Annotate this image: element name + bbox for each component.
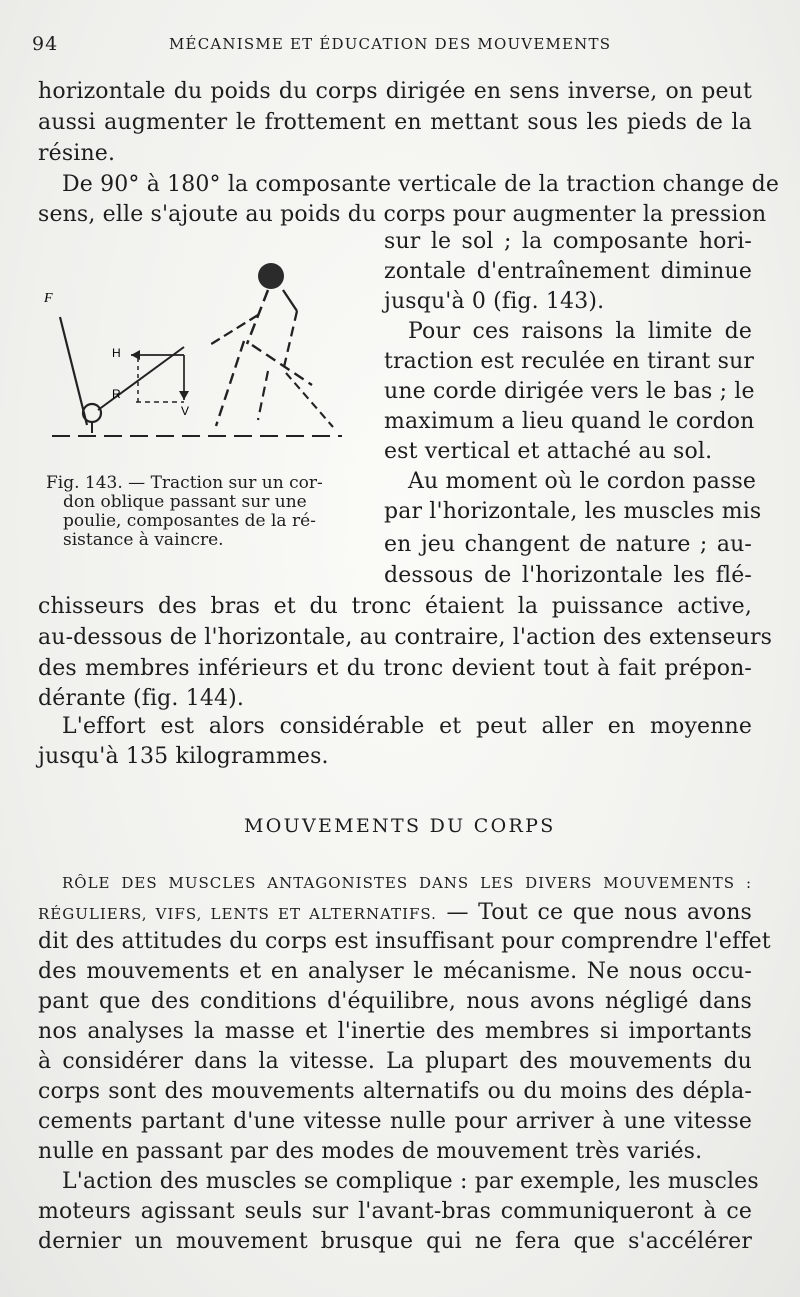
body-line: jusqu'à 135 kilogrammes. <box>38 744 329 769</box>
pulley-icon <box>83 404 101 422</box>
body-line: à considérer dans la vitesse. La plupart des mouvements du <box>38 1049 752 1074</box>
body-line: dérante (fig. 144). <box>38 686 245 711</box>
body-line: dessous de l'horizontale les flé- <box>384 563 752 588</box>
body-line: est vertical et attaché au sol. <box>384 439 713 464</box>
body-line: L'effort est alors considérable et peut aller en moyenne <box>62 714 752 739</box>
figure-caption: Fig. 143. — Traction sur un cor- don oblique passant sur une poulie, composantes de la ré- sistance à vaincre. <box>46 473 323 550</box>
body-line: nulle en passant par des modes de mouvement très variés. <box>38 1139 703 1164</box>
arrow-icon <box>179 391 189 400</box>
body-line: horizontale du poids du corps dirigée en sens inverse, on peut <box>38 79 752 104</box>
body-line: chisseurs des bras et du tronc étaient la puissance active, <box>38 594 752 619</box>
traction-figure <box>42 255 360 445</box>
label-f: F <box>44 291 53 306</box>
section-subtitle: RÔLE DES MUSCLES ANTAGONISTES DANS LES DIVERS MOUVEMENTS : <box>62 874 752 892</box>
page-number: 94 <box>32 33 59 55</box>
body-line: sens, elle s'ajoute au poids du corps pour augmenter la pression <box>38 202 767 227</box>
figure-arm <box>208 315 258 346</box>
body-line: pant que des conditions d'équilibre, nous avons négligé dans <box>38 989 752 1014</box>
body-line: dernier un mouvement brusque qui ne fera que s'accélérer <box>38 1229 752 1254</box>
body-line: sur le sol ; la composante hori- <box>384 229 752 254</box>
body-line: nos analyses la masse et l'inertie des membres si importants <box>38 1019 752 1044</box>
figure-head <box>258 263 284 289</box>
body-line: Pour ces raisons la limite de <box>408 319 752 344</box>
figure-leg <box>216 341 244 426</box>
body-line: résine. <box>38 141 116 166</box>
body-line: traction est reculée en tirant sur <box>384 349 755 374</box>
body-line: une corde dirigée vers le bas ; le <box>384 379 755 404</box>
body-line: Au moment où le cordon passe <box>408 469 757 494</box>
body-line: De 90° à 180° la composante verticale de la traction change de <box>62 172 779 197</box>
body-line: en jeu changent de nature ; au- <box>384 532 752 557</box>
figure-torso <box>247 290 268 344</box>
body-line: maximum a lieu quand le cordon <box>384 409 755 434</box>
section-title: MOUVEMENTS DU CORPS <box>244 815 556 837</box>
body-line: cements partant d'une vitesse nulle pour arriver à une vitesse <box>38 1109 752 1134</box>
oblique-rope <box>98 347 184 410</box>
label-h: H <box>112 346 121 360</box>
body-line: moteurs agissant seuls sur l'avant-bras communiqueront à ce <box>38 1199 752 1224</box>
body-line: des mouvements et en analyser le mécanisme. Ne nous occu- <box>38 959 752 984</box>
body-line: au-dessous de l'horizontale, au contraire, l'action des extenseurs <box>38 625 773 650</box>
body-line: corps sont des mouvements alternatifs ou du moins des dépla- <box>38 1079 752 1104</box>
body-line: des membres inférieurs et du tronc devient tout à fait prépon- <box>38 656 752 681</box>
body-line: par l'horizontale, les muscles mis <box>384 499 762 524</box>
running-title: MÉCANISME ET ÉDUCATION DES MOUVEMENTS <box>169 35 612 53</box>
body-line: aussi augmenter le frottement en mettant sous les pieds de la <box>38 110 752 135</box>
section-subtitle-line: RÉGULIERS, VIFS, LENTS ET ALTERNATIFS. — Tout ce que nous avons <box>38 900 753 925</box>
label-v: V <box>181 404 190 418</box>
body-line: jusqu'à 0 (fig. 143). <box>384 289 605 314</box>
body-line: L'action des muscles se complique : par exemple, les muscles <box>62 1169 759 1194</box>
page-header <box>32 33 752 57</box>
body-line: dit des attitudes du corps est insuffisant pour comprendre l'effet <box>38 929 771 954</box>
label-r: R <box>112 387 121 401</box>
body-line: zontale d'entraînement diminue <box>384 259 752 284</box>
